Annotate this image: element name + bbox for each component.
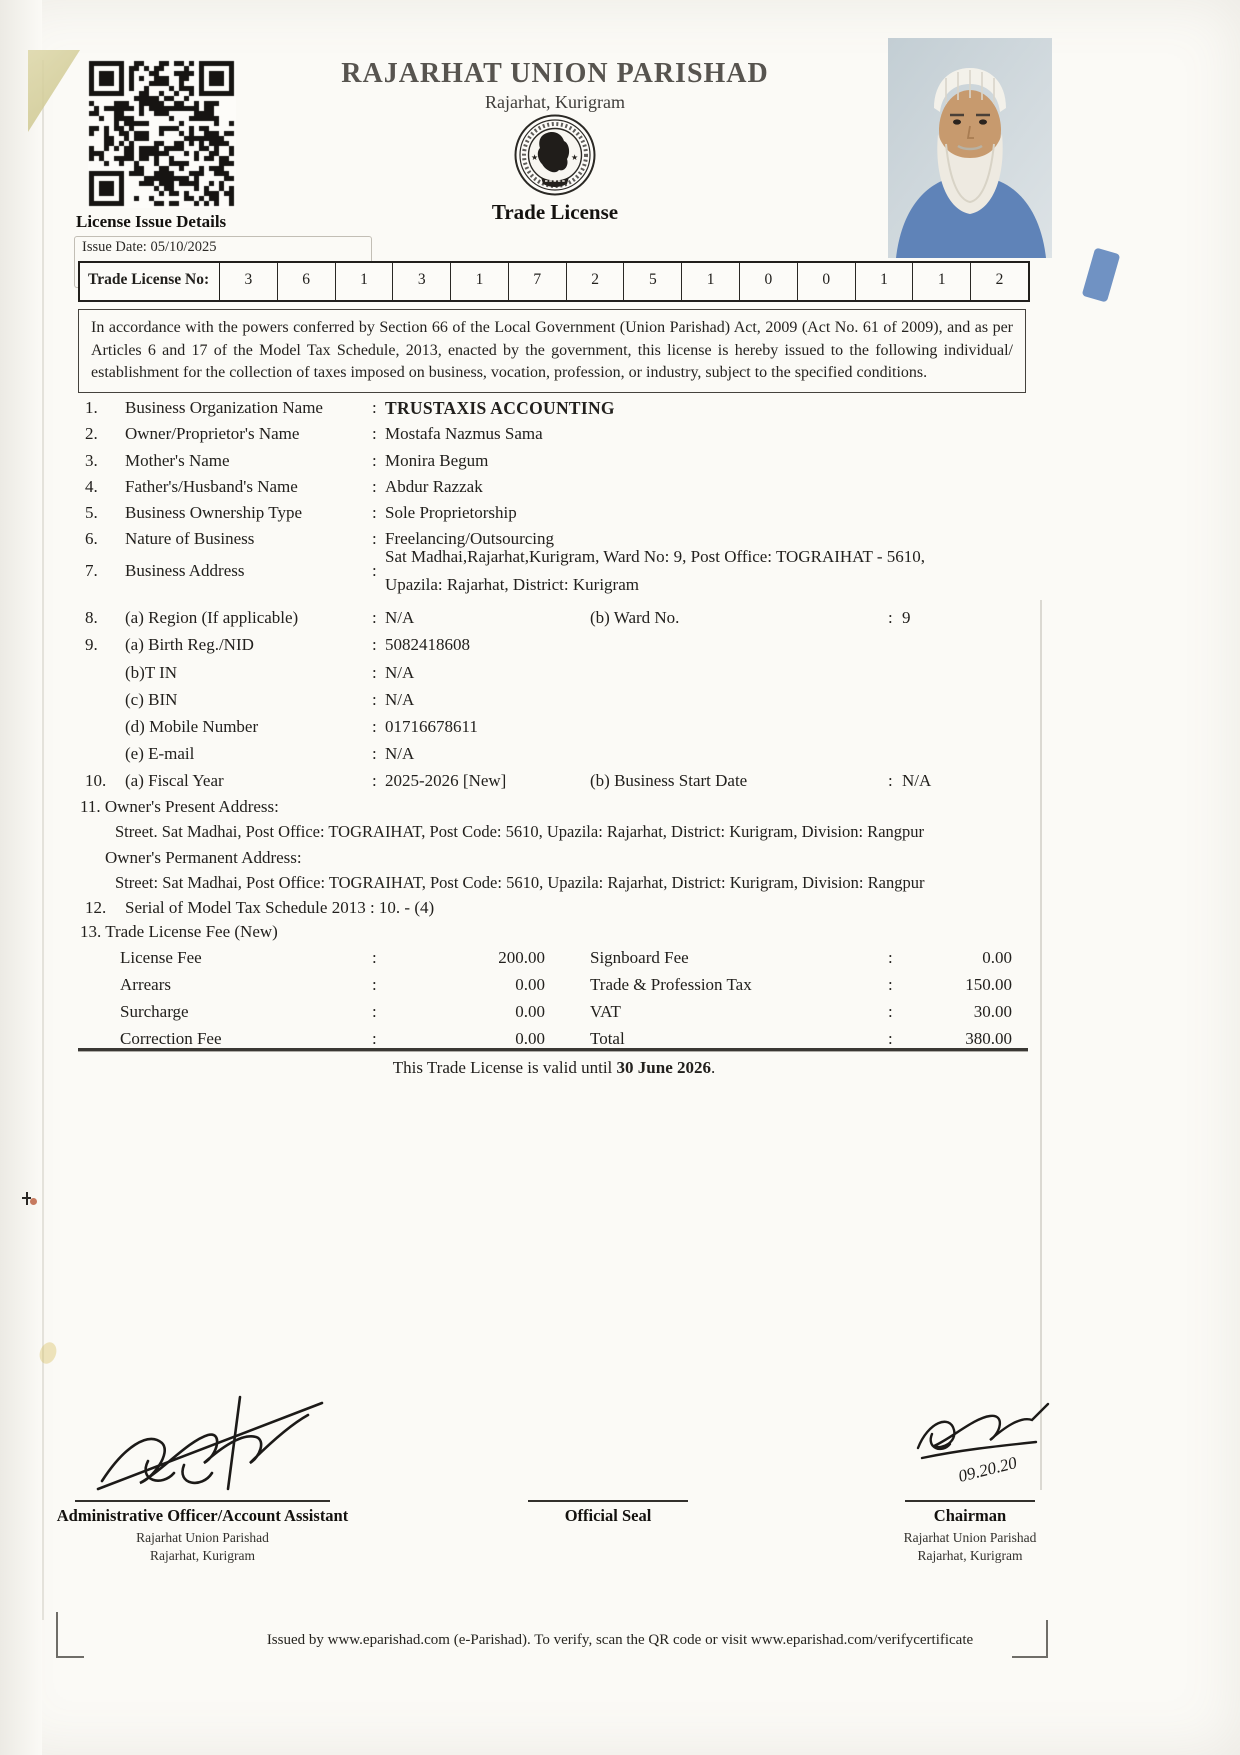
- field-row-email: [80, 744, 1030, 769]
- row-number: 4.: [85, 477, 98, 496]
- fee-label: Arrears: [120, 975, 171, 994]
- field-value: 9: [902, 608, 911, 627]
- license-no-digit: 2: [995, 271, 1004, 288]
- row-number: 10.: [85, 771, 107, 790]
- fee-amount: 380.00: [965, 1029, 1012, 1048]
- validity-date: 30 June 2026: [616, 1058, 712, 1077]
- row-number: 12.: [85, 898, 107, 917]
- field-label: Business Address: [125, 561, 245, 580]
- field-label: (a) Fiscal Year: [125, 771, 224, 790]
- officer-signature-ink: [90, 1385, 335, 1500]
- license-no-digit: 1: [682, 263, 740, 300]
- permanent-address-street: [80, 873, 1030, 898]
- page-title: RAJARHAT UNION PARISHAD: [341, 58, 769, 89]
- colon: :: [372, 1002, 377, 1021]
- footer-note: Issued by www.eparishad.com (e-Parishad). To verify, scan the QR code or visit www.eparishad.com/verifycertificate: [266, 1632, 974, 1648]
- pen-tick-mark: [22, 1197, 31, 1199]
- fee-amount: 30.00: [973, 1002, 1012, 1021]
- field-row-nid: [80, 635, 1030, 660]
- colon: :: [888, 771, 893, 790]
- fee-label: Signboard Fee: [590, 948, 689, 967]
- field-row-bin: [80, 690, 1030, 715]
- colon: :: [372, 975, 377, 994]
- colon: :: [372, 948, 377, 967]
- svg-text:★: ★: [531, 153, 539, 162]
- chairman-signature-ink: [908, 1390, 1068, 1495]
- government-seal-icon: [514, 114, 596, 196]
- colon: :: [372, 608, 377, 627]
- fee-label: Trade & Profession Tax: [590, 975, 752, 994]
- field-label: Mother's Name: [125, 451, 230, 470]
- row-number: 8.: [85, 608, 98, 627]
- row-number: 5.: [85, 503, 98, 522]
- field-label: (e) E-mail: [125, 744, 195, 763]
- doc-type-title: Trade License: [491, 200, 619, 224]
- field-row-serial: [80, 898, 1030, 923]
- fee-amount: 200.00: [498, 948, 545, 967]
- fee-row-3: [80, 1002, 1030, 1027]
- fee-row-1: [80, 948, 1030, 973]
- corner-mark-right: [1012, 1620, 1048, 1658]
- field-value: N/A: [385, 690, 415, 709]
- row-number: 1.: [85, 398, 98, 417]
- field-label: (b)T IN: [125, 663, 178, 682]
- fee-label: License Fee: [120, 948, 202, 967]
- scan-edge-shade: [0, 0, 42, 1755]
- field-value: Upazila: Rajarhat, District: Kurigram: [385, 575, 639, 594]
- field-value: N/A: [385, 663, 415, 682]
- field-value: Street. Sat Madhai, Post Office: TOGRAIHAT, Post Code: 5610, Upazila: Rajarhat, District: Kurigram, Division: Rangpur: [115, 822, 925, 841]
- field-value: Freelancing/Outsourcing: [385, 529, 555, 548]
- colon: :: [372, 477, 377, 496]
- license-issue-details-label: License Issue Details: [76, 212, 227, 231]
- colon: :: [372, 561, 377, 580]
- validity-note: [80, 1058, 1028, 1078]
- license-no-digit: 1: [451, 263, 509, 300]
- field-row-fiscal-year: [80, 771, 1030, 796]
- field-label: Owner's Permanent Address:: [105, 848, 302, 867]
- colon: :: [888, 608, 893, 627]
- row-number: 2.: [85, 424, 98, 443]
- field-row-mobile: [80, 717, 1030, 742]
- license-no-table: [78, 261, 1030, 302]
- license-no-digit: 1: [336, 263, 394, 300]
- field-value: 2025-2026 [New]: [385, 771, 507, 790]
- license-no-digit: 2: [567, 263, 625, 300]
- preamble-box: In accordance with the powers conferred by Section 66 of the Local Government (Union Parishad) Act, 2009 (Act No. 61 of 2009), and as per Articles 6 and 17 of the Model Tax Schedule, 2013, enacted by the government, this license is hereby issued to the following individual/ establishment for the collection of taxes imposed on business, vocation, profession, or industry, subject to the specified conditions.: [78, 309, 1026, 393]
- fee-label: Surcharge: [120, 1002, 189, 1021]
- license-no-digit: 3: [393, 263, 451, 300]
- fee-amount: 0.00: [515, 1002, 545, 1021]
- colon: :: [888, 948, 893, 967]
- field-value: N/A: [385, 608, 415, 627]
- fee-amount: 0.00: [982, 948, 1012, 967]
- field-label: (b) Business Start Date: [590, 771, 748, 790]
- present-address-header: [80, 797, 1030, 822]
- license-no-label: Trade License No:: [80, 263, 220, 300]
- colon: :: [372, 503, 377, 522]
- field-value: N/A: [902, 771, 932, 790]
- field-row-tin: [80, 663, 1030, 688]
- officer-org: Rajarhat Union Parishad: [136, 1530, 269, 1545]
- field-row-org-name: [80, 398, 1030, 423]
- portrait-photo: [888, 38, 1052, 258]
- field-row-region-ward: [80, 608, 1030, 633]
- chairman-org: Rajarhat Union Parishad: [903, 1530, 1037, 1545]
- official-seal-label: Official Seal: [564, 1506, 652, 1525]
- field-value: Abdur Razzak: [385, 477, 483, 496]
- colon: :: [372, 771, 377, 790]
- colon: :: [372, 717, 377, 736]
- colon: :: [372, 635, 377, 654]
- officer-title: Administrative Officer/Account Assistant: [56, 1506, 349, 1525]
- colon: :: [372, 398, 377, 417]
- license-no-digit: 1: [913, 263, 971, 300]
- qr-code: [88, 60, 236, 208]
- row-number: 9.: [85, 635, 98, 654]
- issue-date: Issue Date: 05/10/2025: [82, 239, 217, 255]
- red-dot-mark: [30, 1198, 37, 1205]
- colon: :: [372, 663, 377, 682]
- row-number: 6.: [85, 529, 98, 548]
- handwritten-date: 09.20.20: [956, 1453, 1019, 1486]
- field-row-father: [80, 477, 1030, 502]
- field-label: Business Organization Name: [125, 398, 323, 417]
- colon: :: [372, 690, 377, 709]
- colon: :: [372, 529, 377, 548]
- field-label: Serial of Model Tax Schedule 2013 : 10. - (4): [125, 898, 435, 917]
- officer-signature-line: [75, 1500, 330, 1502]
- field-label: Owner/Proprietor's Name: [125, 424, 300, 443]
- field-label: (d) Mobile Number: [125, 717, 259, 736]
- license-no-digit: 7: [509, 263, 567, 300]
- chairman-title: Chairman: [933, 1506, 1007, 1525]
- validity-prefix: This Trade License is valid until: [392, 1058, 613, 1077]
- colon: :: [372, 744, 377, 763]
- colon: :: [888, 975, 893, 994]
- field-value: Mostafa Nazmus Sama: [385, 424, 543, 443]
- fee-section-header: [80, 922, 1030, 947]
- row-number: 3.: [85, 451, 98, 470]
- field-label: (a) Birth Reg./NID: [125, 635, 254, 654]
- folded-corner: [28, 50, 80, 132]
- license-no-digit: 0: [740, 263, 798, 300]
- chairman-signature-line: [905, 1500, 1035, 1502]
- fee-row-2: [80, 975, 1030, 1000]
- license-no-digit: 1: [856, 263, 914, 300]
- svg-text:★: ★: [571, 153, 579, 162]
- field-value: Sole Proprietorship: [385, 503, 517, 522]
- field-label: (b) Ward No.: [590, 608, 680, 627]
- corner-mark-left: [56, 1612, 84, 1658]
- page-subtitle: Rajarhat, Kurigram: [485, 92, 625, 112]
- field-value: 5082418608: [385, 635, 470, 654]
- blue-ink-smudge: [1082, 247, 1121, 302]
- colon: :: [372, 451, 377, 470]
- colon: :: [888, 1029, 893, 1048]
- license-no-digit: 0: [798, 263, 856, 300]
- license-no-digit: 5: [624, 263, 682, 300]
- field-row-owner: [80, 424, 1030, 449]
- field-row-mother: [80, 451, 1030, 476]
- row-number: 7.: [85, 561, 98, 580]
- field-value: Monira Begum: [385, 451, 489, 470]
- permanent-address-header: [80, 848, 1030, 873]
- fee-amount: 150.00: [965, 975, 1012, 994]
- field-label: Father's/Husband's Name: [125, 477, 298, 496]
- fee-label: Correction Fee: [120, 1029, 222, 1048]
- field-label: 13. Trade License Fee (New): [80, 922, 278, 941]
- divider-rule: [78, 1048, 1028, 1051]
- field-label: Business Ownership Type: [125, 503, 302, 522]
- license-no-digit: 6: [278, 263, 336, 300]
- field-row-ownership: [80, 503, 1030, 528]
- field-label: (a) Region (If applicable): [125, 608, 299, 627]
- field-value: TRUSTAXIS ACCOUNTING: [385, 398, 615, 418]
- colon: :: [372, 1029, 377, 1048]
- field-value: Street: Sat Madhai, Post Office: TOGRAIHAT, Post Code: 5610, Upazila: Rajarhat, District: Kurigram, Division: Rangpur: [115, 873, 925, 892]
- colon: :: [888, 1002, 893, 1021]
- validity-suffix: .: [711, 1058, 716, 1077]
- official-seal-line: [528, 1500, 688, 1502]
- field-value: N/A: [385, 744, 415, 763]
- field-label: 11. Owner's Present Address:: [80, 797, 279, 816]
- scan-edge-line: [42, 60, 44, 1620]
- officer-place: Rajarhat, Kurigram: [150, 1548, 255, 1563]
- fee-amount: 0.00: [515, 1029, 545, 1048]
- field-label: Nature of Business: [125, 529, 255, 548]
- field-label: (c) BIN: [125, 690, 178, 709]
- colon: :: [372, 424, 377, 443]
- field-row-address-line2: [80, 575, 1030, 600]
- fee-amount: 0.00: [515, 975, 545, 994]
- fee-label: Total: [590, 1029, 625, 1048]
- present-address-street: [80, 822, 1030, 847]
- scan-crease: [1040, 600, 1042, 1490]
- field-value: Sat Madhai,Rajarhat,Kurigram, Ward No: 9, Post Office: TOGRAIHAT - 5610,: [385, 547, 926, 566]
- field-value: 01716678611: [385, 717, 478, 736]
- chairman-place: Rajarhat, Kurigram: [917, 1548, 1023, 1563]
- fee-label: VAT: [590, 1002, 621, 1021]
- license-no-digit: 3: [220, 263, 278, 300]
